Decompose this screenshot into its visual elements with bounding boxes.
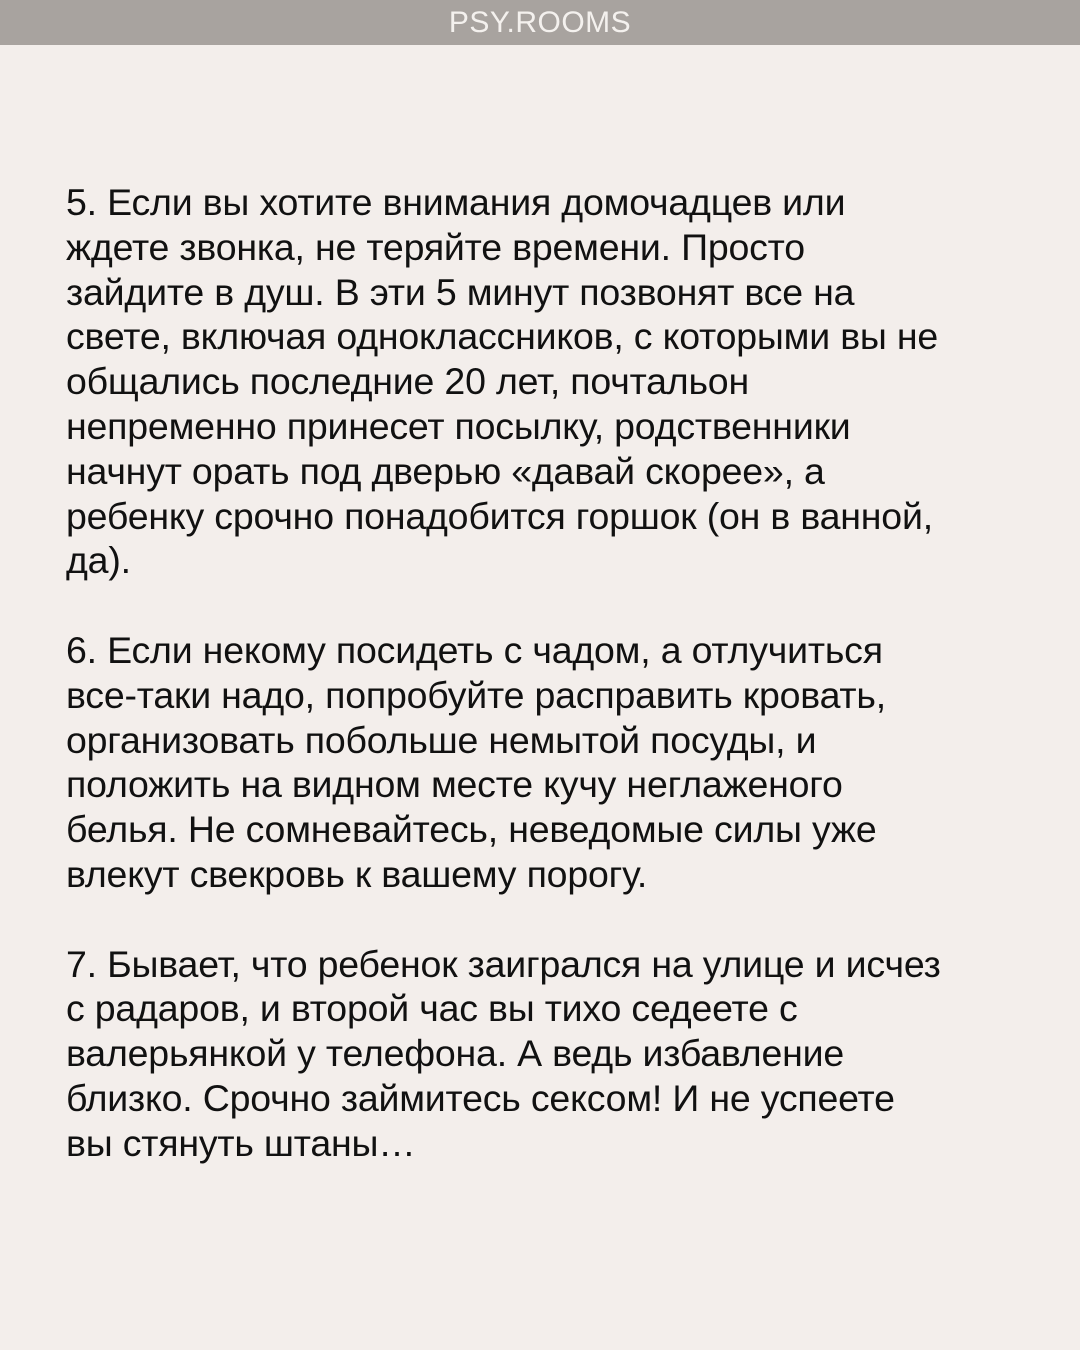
- article-body: [66, 180, 1026, 1166]
- header-bar: [0, 0, 1080, 45]
- brand-title: PSY.ROOMS: [448, 6, 632, 39]
- paragraph-6: 6. Если некому посидеть с чадом, а отлучиться все-таки надо, попробуйте расправить кровать, организовать побольше немытой посуды, и положить на видном месте кучу неглаженого белья. Не сомневайтесь, неведомые силы уже влекут свекровь к вашему порогу.: [66, 628, 886, 895]
- paragraph-7: 7. Бывает, что ребенок заигрался на улице и исчез с радаров, и второй час вы тихо седеете с валерьянкой у телефона. А ведь избавление близко. Срочно займитесь сексом! И не успеете вы стянуть штаны…: [66, 942, 941, 1164]
- paragraph-5: 5. Если вы хотите внимания домочадцев или ждете звонка, не теряйте времени. Просто зайдите в душ. В эти 5 минут позвонят все на свете, включая одноклассников, с которыми вы не общались последние 20 лет, почтальон непременно принесет посылку, родственники начнут орать под дверью «давай скорее», а ребенку срочно понадобится горшок (он в ванной, да).: [66, 181, 939, 582]
